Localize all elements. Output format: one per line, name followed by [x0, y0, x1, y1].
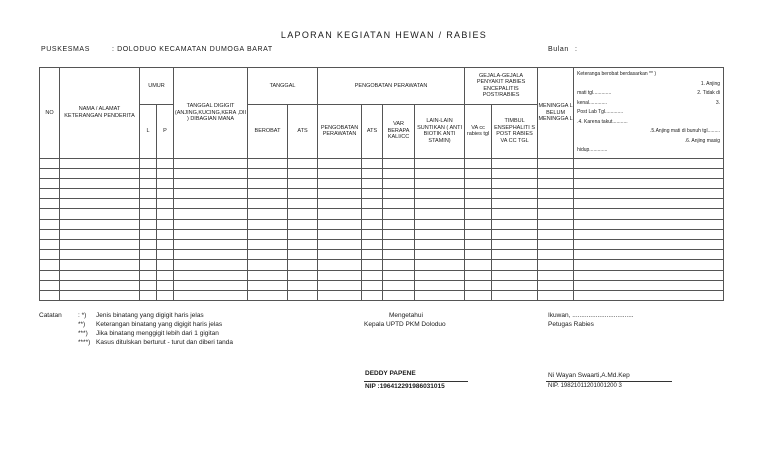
table-cell[interactable] — [574, 178, 724, 188]
table-cell[interactable] — [362, 209, 383, 219]
table-cell[interactable] — [174, 178, 248, 188]
table-cell[interactable] — [40, 158, 60, 168]
table-cell[interactable] — [288, 270, 318, 280]
table-row — [40, 229, 724, 239]
ket-line: Keteranga berobat berdasarkan ** ) — [577, 71, 657, 77]
table-cell[interactable] — [288, 189, 318, 199]
table-cell[interactable] — [538, 199, 574, 209]
table-cell[interactable] — [318, 189, 362, 199]
table-body — [40, 158, 724, 301]
table-cell[interactable] — [248, 209, 288, 219]
note-item — [78, 329, 233, 338]
ket-line: mati tgl............. — [577, 90, 612, 96]
table-cell[interactable] — [465, 240, 492, 250]
table-cell[interactable] — [40, 280, 60, 290]
note-item — [78, 338, 233, 347]
note-text: Jika binatang menggigit lebih dari 1 gigitan — [96, 330, 219, 337]
table-cell[interactable] — [40, 270, 60, 280]
table-cell[interactable] — [248, 270, 288, 280]
table-cell[interactable] — [465, 168, 492, 178]
note-mark: : *) — [78, 312, 87, 319]
table-cell[interactable] — [574, 280, 724, 290]
col-lain: LAIN-LAIN SUNTIKAN ( ANTI BIOTIK ANTI STAMIN) — [415, 104, 465, 158]
table-cell[interactable] — [492, 189, 538, 199]
table-cell[interactable] — [383, 280, 415, 290]
table-cell[interactable] — [362, 260, 383, 270]
table-cell[interactable] — [362, 250, 383, 260]
signature-line — [364, 381, 468, 382]
table-cell[interactable] — [415, 199, 465, 209]
table-cell[interactable] — [383, 168, 415, 178]
puskesmas-label: PUSKESMAS — [41, 46, 90, 53]
table-cell[interactable] — [492, 219, 538, 229]
table-cell[interactable] — [415, 209, 465, 219]
kepala-name: DEDDY PAPENE — [365, 370, 416, 377]
table-cell[interactable] — [492, 290, 538, 300]
table-cell[interactable] — [40, 250, 60, 260]
table-cell[interactable] — [288, 209, 318, 219]
table-cell[interactable] — [465, 189, 492, 199]
table-cell[interactable] — [465, 209, 492, 219]
table-cell[interactable] — [574, 250, 724, 260]
table-cell[interactable] — [465, 290, 492, 300]
col-timbul: TIMBUL ENSEPHALITI S POST RABIES VA CC TGL — [492, 104, 538, 158]
table-cell[interactable] — [362, 178, 383, 188]
table-cell[interactable] — [288, 290, 318, 300]
table-cell[interactable] — [318, 250, 362, 260]
table-cell[interactable] — [383, 229, 415, 239]
table-cell[interactable] — [140, 280, 157, 290]
table-cell[interactable] — [140, 260, 157, 270]
table-cell[interactable] — [465, 158, 492, 168]
table-cell[interactable] — [60, 250, 140, 260]
table-cell[interactable] — [174, 189, 248, 199]
table-cell[interactable] — [140, 240, 157, 250]
col-gejala: GEJALA-GEJALA PENYAKIT RABIES ENCEPALITIS POST/RABIES — [465, 68, 538, 105]
table-cell[interactable] — [288, 280, 318, 290]
table-cell[interactable] — [40, 209, 60, 219]
table-cell[interactable] — [574, 229, 724, 239]
table-cell[interactable] — [574, 290, 724, 300]
table-cell[interactable] — [465, 280, 492, 290]
table-cell[interactable] — [492, 240, 538, 250]
table-cell[interactable] — [60, 209, 140, 219]
table-cell[interactable] — [318, 290, 362, 300]
table-cell[interactable] — [318, 199, 362, 209]
table-cell[interactable] — [140, 290, 157, 300]
table-cell[interactable] — [140, 158, 157, 168]
col-tanggal: TANGGAL — [248, 68, 318, 105]
table-cell[interactable] — [362, 199, 383, 209]
table-row — [40, 209, 724, 219]
table-cell[interactable] — [383, 270, 415, 280]
table-cell[interactable] — [538, 260, 574, 270]
table-cell[interactable] — [40, 168, 60, 178]
ket-line: Post Lab Tgl............. — [577, 109, 624, 115]
table-cell[interactable] — [157, 240, 174, 250]
table-cell[interactable] — [288, 250, 318, 260]
notes-list — [78, 311, 233, 347]
table-cell[interactable] — [574, 158, 724, 168]
table-cell[interactable] — [538, 290, 574, 300]
table-cell[interactable] — [362, 240, 383, 250]
table-cell[interactable] — [465, 178, 492, 188]
table-cell[interactable] — [40, 199, 60, 209]
table-cell[interactable] — [318, 158, 362, 168]
table-cell[interactable] — [288, 219, 318, 229]
table-cell[interactable] — [174, 199, 248, 209]
ket-line: .5.Anjing mati di bunuh tgl......... — [650, 128, 721, 134]
table-cell[interactable] — [492, 178, 538, 188]
table-cell[interactable] — [248, 280, 288, 290]
table-cell[interactable] — [383, 290, 415, 300]
table-cell[interactable] — [383, 178, 415, 188]
note-text: Kasus ditulskan berturut - turut dan diberi tanda — [96, 339, 233, 346]
table-cell[interactable] — [465, 229, 492, 239]
petugas-nip: NIP. 19821011201001200 3 — [548, 383, 622, 389]
col-tanggal-digigit: TANGGAL DIGIGIT (ANJING,KUCING,KERA ,DII ) DIBAGIAN MANA — [174, 68, 248, 159]
table-cell[interactable] — [140, 189, 157, 199]
col-ats: ATS — [288, 104, 318, 158]
table-cell[interactable] — [140, 219, 157, 229]
table-cell[interactable] — [383, 250, 415, 260]
table-cell[interactable] — [288, 168, 318, 178]
table-cell[interactable] — [157, 270, 174, 280]
table-cell[interactable] — [60, 199, 140, 209]
table-row — [40, 199, 724, 209]
table-cell[interactable] — [157, 178, 174, 188]
petugas-name: Ni Wayan Swaarti,A.Md.Kep — [548, 372, 630, 379]
table-cell[interactable] — [415, 250, 465, 260]
table-cell[interactable] — [383, 240, 415, 250]
table-cell[interactable] — [288, 158, 318, 168]
table-cell[interactable] — [383, 260, 415, 270]
table-cell[interactable] — [362, 189, 383, 199]
table-cell[interactable] — [60, 158, 140, 168]
table-cell[interactable] — [318, 219, 362, 229]
table-cell[interactable] — [415, 168, 465, 178]
table-cell[interactable] — [492, 199, 538, 209]
signature-line — [546, 381, 672, 382]
table-row — [40, 219, 724, 229]
table-cell[interactable] — [415, 270, 465, 280]
col-ats-2: ATS — [362, 104, 383, 158]
col-va-cc: VA cc rabies tgl — [465, 104, 492, 158]
table-cell[interactable] — [492, 260, 538, 270]
table-cell[interactable] — [362, 270, 383, 280]
mengetahui-label: Mengetahui — [389, 312, 423, 319]
table-cell[interactable] — [40, 178, 60, 188]
table-cell[interactable] — [383, 219, 415, 229]
table-cell[interactable] — [288, 178, 318, 188]
table-cell[interactable] — [318, 240, 362, 250]
table-cell[interactable] — [318, 260, 362, 270]
ket-line: .4. Karena takut........... — [577, 118, 628, 125]
table-cell[interactable] — [415, 178, 465, 188]
kepala-nip: NIP :196412291986031015 — [365, 383, 445, 390]
table-cell[interactable] — [174, 270, 248, 280]
table-cell[interactable] — [248, 240, 288, 250]
table-row — [40, 178, 724, 188]
ikuwan-label: Ikuwan, .................................. — [548, 312, 634, 319]
note-text: Keterangan binatang yang digigit haris jelas — [96, 321, 223, 328]
table-cell[interactable] — [248, 260, 288, 270]
table-cell[interactable] — [538, 158, 574, 168]
table-cell[interactable] — [157, 158, 174, 168]
col-pengobatan: PENGOBATAN PERAWATAN — [318, 68, 465, 105]
table-cell[interactable] — [465, 199, 492, 209]
note-item — [78, 320, 233, 329]
table-cell[interactable] — [248, 158, 288, 168]
ket-line: 2. Tidak di — [697, 90, 721, 96]
table-cell[interactable] — [318, 168, 362, 178]
table-cell[interactable] — [157, 209, 174, 219]
table-row — [40, 189, 724, 199]
puskesmas-value: : DOLODUO KECAMATAN DUMOGA BARAT — [112, 46, 273, 53]
table-cell[interactable] — [40, 260, 60, 270]
table-cell[interactable] — [157, 199, 174, 209]
table-cell[interactable] — [574, 270, 724, 280]
table-cell[interactable] — [538, 229, 574, 239]
table-cell[interactable] — [174, 209, 248, 219]
table-cell[interactable] — [574, 168, 724, 178]
ket-line: 1. Anjing — [700, 80, 721, 87]
table-cell[interactable] — [174, 240, 248, 250]
table-cell[interactable] — [140, 270, 157, 280]
note-mark: ***) — [78, 330, 88, 337]
table-cell[interactable] — [492, 270, 538, 280]
table-cell[interactable] — [415, 290, 465, 300]
table-row — [40, 270, 724, 280]
table-cell[interactable] — [140, 168, 157, 178]
table-cell[interactable] — [574, 189, 724, 199]
table-cell[interactable] — [492, 229, 538, 239]
col-nama: NAMA / ALAMAT KETERANGAN PENDERITA — [60, 68, 140, 159]
table-cell[interactable] — [174, 158, 248, 168]
table-cell[interactable] — [415, 260, 465, 270]
table-cell[interactable] — [415, 219, 465, 229]
table-cell[interactable] — [157, 290, 174, 300]
table-cell[interactable] — [157, 229, 174, 239]
table-cell[interactable] — [60, 280, 140, 290]
col-no: NO — [40, 68, 60, 159]
table-cell[interactable] — [415, 229, 465, 239]
table-cell[interactable] — [415, 240, 465, 250]
ket-line: kenal............. — [577, 99, 608, 106]
col-pengobatan-sub: PENGOBATAN PERAWATAN — [318, 104, 362, 158]
table-cell[interactable] — [60, 240, 140, 250]
table-cell[interactable] — [538, 189, 574, 199]
table-cell[interactable] — [574, 260, 724, 270]
table-cell[interactable] — [362, 229, 383, 239]
table-row — [40, 158, 724, 168]
table-cell[interactable] — [415, 189, 465, 199]
table-cell[interactable] — [492, 280, 538, 290]
report-table — [39, 67, 724, 301]
table-cell[interactable] — [383, 209, 415, 219]
table-cell[interactable] — [60, 270, 140, 280]
table-cell[interactable] — [318, 270, 362, 280]
note-mark: **) — [78, 321, 86, 328]
table-cell[interactable] — [248, 199, 288, 209]
table-cell[interactable] — [40, 240, 60, 250]
table-cell[interactable] — [248, 189, 288, 199]
table-cell[interactable] — [40, 219, 60, 229]
table-cell[interactable] — [140, 209, 157, 219]
table-cell[interactable] — [140, 199, 157, 209]
table-cell[interactable] — [383, 189, 415, 199]
table-cell[interactable] — [248, 229, 288, 239]
table-cell[interactable] — [538, 250, 574, 260]
note-text: Jenis binatang yang digigit haris jelas — [96, 312, 204, 319]
table-cell[interactable] — [157, 260, 174, 270]
table-cell[interactable] — [60, 290, 140, 300]
table-cell[interactable] — [538, 178, 574, 188]
table-cell[interactable] — [318, 229, 362, 239]
table-cell[interactable] — [157, 189, 174, 199]
table-cell[interactable] — [248, 219, 288, 229]
col-keterangan — [574, 68, 724, 159]
table-cell[interactable] — [492, 168, 538, 178]
table-cell[interactable] — [40, 229, 60, 239]
table-row — [40, 280, 724, 290]
table-row — [40, 260, 724, 270]
table-cell[interactable] — [60, 168, 140, 178]
table-row — [40, 290, 724, 300]
table-cell[interactable] — [248, 178, 288, 188]
ket-line: 3. — [715, 99, 721, 106]
table-cell[interactable] — [383, 158, 415, 168]
col-var: VAR BERAPA KALI/CC — [383, 104, 415, 158]
table-cell[interactable] — [362, 158, 383, 168]
table-cell[interactable] — [362, 290, 383, 300]
col-berobat: BEROBAT — [248, 104, 288, 158]
table-cell[interactable] — [574, 209, 724, 219]
table-cell[interactable] — [157, 280, 174, 290]
table-cell[interactable] — [174, 250, 248, 260]
table-cell[interactable] — [248, 290, 288, 300]
table-cell[interactable] — [248, 168, 288, 178]
bulan-colon: : — [575, 46, 578, 53]
col-umur-p: P — [157, 104, 174, 158]
table-row — [40, 240, 724, 250]
table-cell[interactable] — [465, 219, 492, 229]
table-cell[interactable] — [383, 199, 415, 209]
table-cell[interactable] — [574, 219, 724, 229]
table-cell[interactable] — [538, 270, 574, 280]
table-row — [40, 168, 724, 178]
table-cell[interactable] — [60, 229, 140, 239]
note-mark: ****) — [78, 339, 91, 346]
table-cell[interactable] — [140, 250, 157, 260]
table-cell[interactable] — [538, 168, 574, 178]
table-cell[interactable] — [140, 229, 157, 239]
catatan-label: Catatan — [39, 312, 62, 319]
table-cell[interactable] — [174, 168, 248, 178]
table-cell[interactable] — [60, 260, 140, 270]
report-title: LAPORAN KEGIATAN HEWAN / RABIES — [280, 30, 488, 40]
table-cell[interactable] — [140, 178, 157, 188]
table-cell[interactable] — [318, 280, 362, 290]
table-cell[interactable] — [415, 280, 465, 290]
table-cell[interactable] — [492, 209, 538, 219]
petugas-label: Petugas Rabies — [548, 321, 594, 328]
table-cell[interactable] — [174, 290, 248, 300]
table-cell[interactable] — [492, 250, 538, 260]
table-cell[interactable] — [415, 158, 465, 168]
table-cell[interactable] — [157, 250, 174, 260]
table-cell[interactable] — [538, 240, 574, 250]
table-row — [40, 250, 724, 260]
table-cell[interactable] — [318, 178, 362, 188]
table-cell[interactable] — [174, 260, 248, 270]
table-cell[interactable] — [574, 199, 724, 209]
table-cell[interactable] — [538, 280, 574, 290]
table-cell[interactable] — [318, 209, 362, 219]
table-cell[interactable] — [40, 290, 60, 300]
table-cell[interactable] — [362, 168, 383, 178]
table-cell[interactable] — [288, 260, 318, 270]
table-cell[interactable] — [174, 229, 248, 239]
table-cell[interactable] — [157, 219, 174, 229]
table-cell[interactable] — [288, 199, 318, 209]
table-cell[interactable] — [288, 229, 318, 239]
table-cell[interactable] — [538, 219, 574, 229]
table-cell[interactable] — [40, 189, 60, 199]
kepala-label: Kepala UPTD PKM Doloduo — [364, 321, 446, 328]
table-cell[interactable] — [465, 250, 492, 260]
ket-line: hidup............. — [577, 147, 608, 153]
table-cell[interactable] — [174, 219, 248, 229]
table-cell[interactable] — [574, 240, 724, 250]
note-item — [78, 311, 233, 320]
table-cell[interactable] — [362, 219, 383, 229]
table-cell[interactable] — [288, 240, 318, 250]
table-cell[interactable] — [492, 158, 538, 168]
table-cell[interactable] — [60, 178, 140, 188]
table-cell[interactable] — [60, 219, 140, 229]
table-cell[interactable] — [362, 280, 383, 290]
table-cell[interactable] — [174, 280, 248, 290]
col-umur: UMUR — [140, 68, 174, 105]
col-meninggal: MENINGGA L BELUM MENINGGA L — [538, 68, 574, 159]
table-cell[interactable] — [60, 189, 140, 199]
table-cell[interactable] — [538, 209, 574, 219]
table-cell[interactable] — [465, 260, 492, 270]
table-cell[interactable] — [465, 270, 492, 280]
col-umur-l: L — [140, 104, 157, 158]
table-cell[interactable] — [248, 250, 288, 260]
bulan-label: Bulan — [548, 46, 569, 53]
table-cell[interactable] — [157, 168, 174, 178]
ket-line: .6. Anjing masig — [684, 137, 721, 144]
